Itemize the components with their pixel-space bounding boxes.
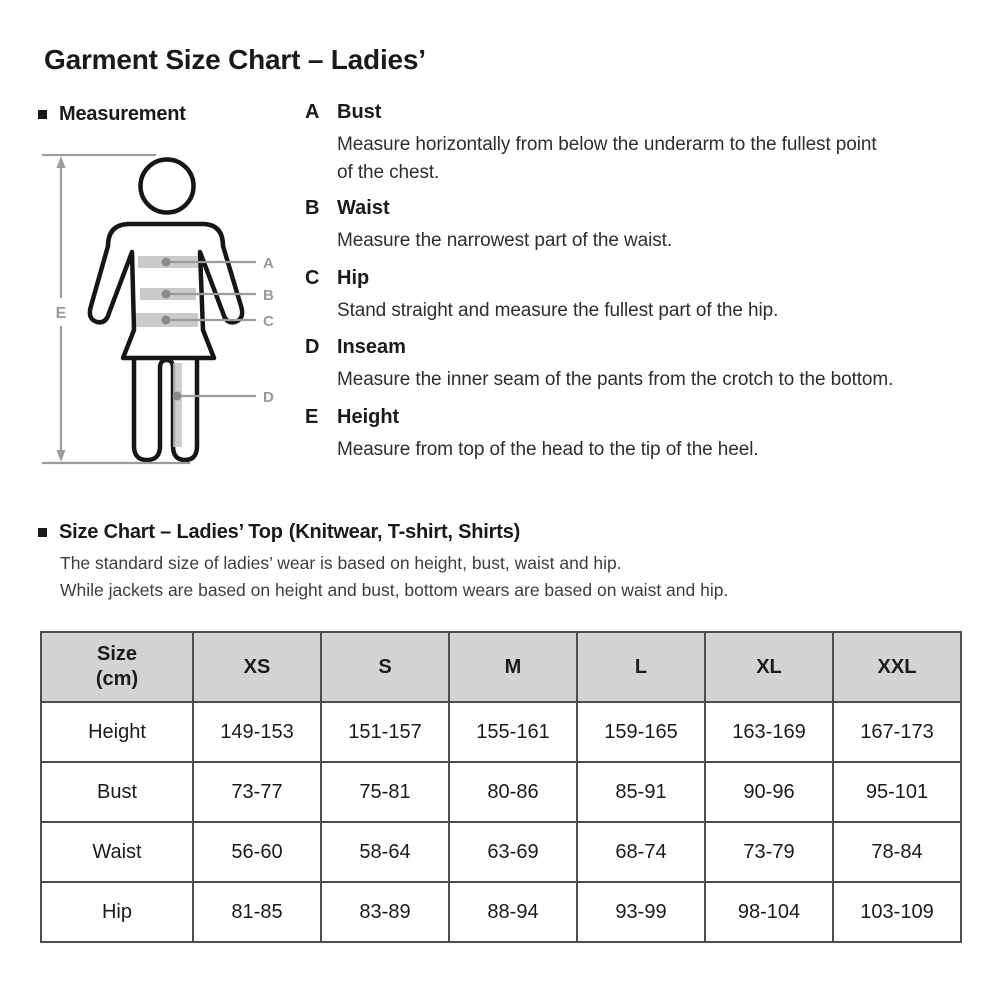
definition-letter: A [305,101,320,123]
row-label: Hip [41,882,193,942]
definition-description [337,436,759,464]
diagram-label-bust: A [263,255,274,272]
size-chart-notes [60,550,728,604]
table-cell: 88-94 [449,882,577,942]
table-cell: 149-153 [193,702,321,762]
definition-term [305,267,778,290]
table-cell: 90-96 [705,762,833,822]
definition-bust [305,101,877,187]
note-line: The standard size of ladies’ wear is based on height, bust, waist and hip. [60,553,622,573]
table-cell: 78-84 [833,822,961,882]
square-bullet-icon [38,528,47,537]
table-cell: 93-99 [577,882,705,942]
note-line: While jackets are based on height and bust, bottom wears are based on waist and hip. [60,580,729,600]
row-label: Waist [41,822,193,882]
definition-term-label: Height [337,406,400,428]
definition-letter: B [305,197,320,219]
diagram-label-height: E [55,305,67,322]
square-bullet-icon [38,110,47,119]
table-cell: 80-86 [449,762,577,822]
definition-term-label: Bust [337,101,382,123]
hip-dot [162,316,171,325]
table-cell: 63-69 [449,822,577,882]
size-table-header-row [41,632,961,702]
corner-label-line: Size [96,643,138,665]
row-label: Bust [41,762,193,822]
diagram-label-waist: B [263,287,274,304]
definition-height [305,406,759,464]
table-row-height [41,702,961,762]
table-cell: 73-77 [193,762,321,822]
size-column-header: S [321,632,449,702]
table-cell: 68-74 [577,822,705,882]
definition-letter: D [305,336,320,358]
description-line: Stand straight and measure the fullest part of the hip. [337,300,779,321]
measurement-heading-label: Measurement [59,103,186,125]
table-cell: 83-89 [321,882,449,942]
diagram-label-inseam: D [263,389,274,406]
size-chart-section-heading [38,521,520,544]
table-cell: 73-79 [705,822,833,882]
definition-description [337,227,672,255]
table-row-waist [41,822,961,882]
size-chart-heading-paren: (Knitwear, T-shirt, Shirts) [288,521,521,543]
description-line: of the chest. [337,162,440,183]
measurement-section-heading [38,103,186,126]
size-table [40,631,962,943]
definition-description [337,297,778,325]
arrow-down-icon [57,450,66,462]
definition-term [305,101,877,124]
description-line: Measure from top of the head to the tip of the heel. [337,439,759,460]
arrow-up-icon [57,156,66,168]
definition-hip [305,267,778,325]
size-column-header: XXL [833,632,961,702]
size-column-header: M [449,632,577,702]
table-cell: 85-91 [577,762,705,822]
head [141,160,194,213]
description-line: Measure the inner seam of the pants from the crotch to the bottom. [337,369,894,390]
body-figure [90,160,242,461]
waist-dot [162,290,171,299]
definition-term-label: Waist [337,197,390,219]
definition-letter: C [305,267,320,289]
table-row-bust [41,762,961,822]
table-cell: 81-85 [193,882,321,942]
table-row-hip [41,882,961,942]
legs [134,358,197,460]
definition-letter: E [305,406,319,428]
definition-term-label: Inseam [337,336,406,358]
table-cell: 151-157 [321,702,449,762]
definition-waist [305,197,672,255]
size-column-header: XS [193,632,321,702]
bust-dot [162,258,171,267]
definition-term [305,406,759,429]
table-cell: 75-81 [321,762,449,822]
diagram-label-hip: C [263,313,274,330]
inseam-band [173,363,182,447]
table-cell: 155-161 [449,702,577,762]
size-column-header: XL [705,632,833,702]
definition-inseam [305,336,893,394]
size-table-corner-cell [41,632,193,702]
body-measurement-diagram [30,140,310,490]
corner-label-line: (cm) [95,668,139,690]
table-cell: 58-64 [321,822,449,882]
page-title: Garment Size Chart – Ladies’ [44,44,426,75]
definition-term-label: Hip [337,267,370,289]
definition-description [337,131,877,187]
definition-description [337,366,893,394]
table-cell: 163-169 [705,702,833,762]
table-cell: 159-165 [577,702,705,762]
row-label: Height [41,702,193,762]
definition-term [305,336,893,359]
definition-term [305,197,672,220]
description-line: Measure the narrowest part of the waist. [337,230,672,251]
size-column-header: L [577,632,705,702]
table-cell: 103-109 [833,882,961,942]
table-cell: 167-173 [833,702,961,762]
description-line: Measure horizontally from below the underarm to the fullest point [337,134,877,155]
table-cell: 98-104 [705,882,833,942]
size-chart-heading-main: Size Chart – Ladies’ Top [59,521,283,543]
inseam-dot [173,392,182,401]
table-cell: 95-101 [833,762,961,822]
table-cell: 56-60 [193,822,321,882]
